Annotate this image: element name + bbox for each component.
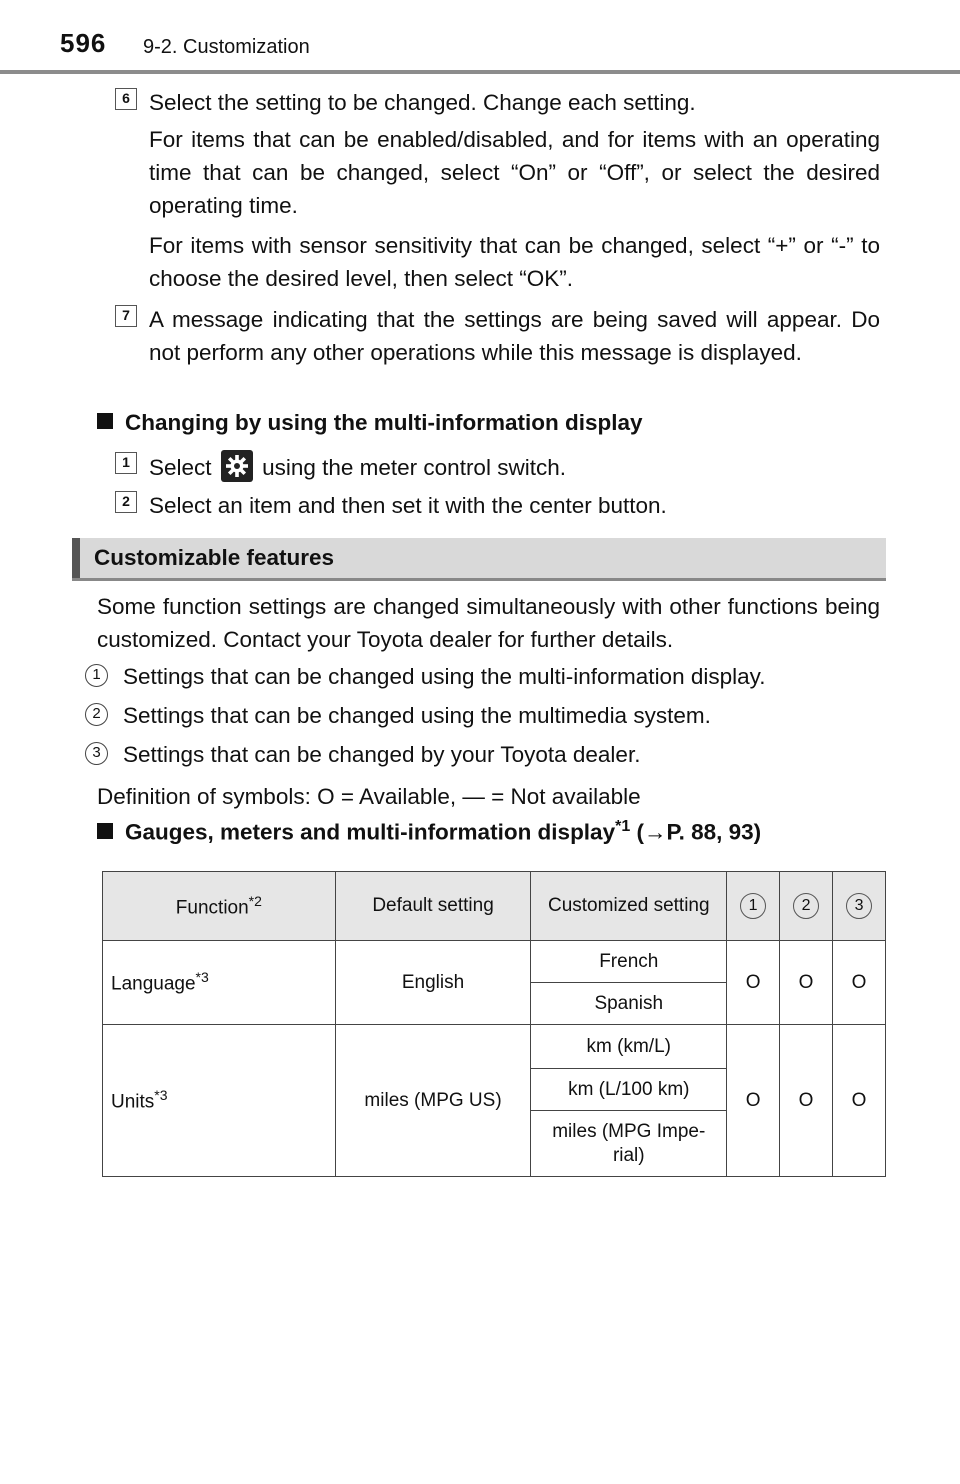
- step-6-line-1: Select the setting to be changed. Change each setting.: [149, 90, 696, 115]
- row-units-c3: O: [833, 1025, 886, 1177]
- mid-step-2-text: Select an item and then set it with the center button.: [149, 493, 667, 518]
- customizable-features-title: Customizable features: [94, 545, 335, 570]
- method-circle-3: 3: [85, 742, 108, 765]
- page-number: 596: [60, 28, 107, 58]
- row-units-c2: O: [780, 1025, 833, 1177]
- method-circle-1: 1: [85, 664, 108, 687]
- header-col-2: 2: [780, 872, 833, 941]
- row-language-c1: O: [727, 941, 780, 1025]
- row-units-default: miles (MPG US): [335, 1025, 531, 1177]
- step-6-line-3: For items with sensor sensitivity that can be changed, select “+” or “-” to choose the desired level, then select “OK”.: [149, 233, 880, 291]
- settings-table: [102, 871, 886, 1177]
- row-units-c1: O: [727, 1025, 780, 1177]
- table-row: [103, 1025, 886, 1069]
- table-row: [103, 941, 886, 983]
- page-header: [0, 0, 960, 74]
- gear-icon: [221, 450, 253, 482]
- header-divider: [0, 70, 960, 74]
- row-units-function: Units$^{*3}$: [103, 1025, 336, 1177]
- mid-heading: Changing by using the multi-information display: [97, 410, 643, 436]
- header-col-3: 3: [833, 872, 886, 941]
- row-language-c3: O: [833, 941, 886, 1025]
- bar-accent: [72, 538, 80, 580]
- method-3-text: Settings that can be changed by your Toyota dealer.: [123, 742, 641, 767]
- header-default: Default setting: [335, 872, 531, 941]
- table-header-row: [103, 872, 886, 941]
- gauges-heading: Gauges, meters and multi-information display$^{*1}$ (→P. 88, 93): [97, 818, 761, 846]
- header-col-1: 1: [727, 872, 780, 941]
- method-circle-2: 2: [85, 703, 108, 726]
- row-units-option-3: miles (MPG Impe- rial): [531, 1111, 727, 1177]
- mid-step-number-2: 2: [115, 491, 137, 513]
- row-language-function: Language$^{*3}$: [103, 941, 336, 1025]
- header-customized: Customized setting: [531, 872, 727, 941]
- row-units-option-1: km (km/L): [531, 1025, 727, 1069]
- mid-step-number-1: 1: [115, 452, 137, 474]
- features-intro: Some function settings are changed simultaneously with other functions being customized. Contact your Toyota dealer for further details.: [97, 594, 880, 652]
- row-language-option-2: Spanish: [531, 983, 727, 1025]
- header-function: Function$^{*2}$: [103, 872, 336, 941]
- step-6-line-2: For items that can be enabled/disabled, and for items with an operating time that can be changed, select “On” or “Off”, or select the desired operating time.: [149, 127, 880, 218]
- bar-underline: [72, 578, 886, 581]
- customizable-features-bar: [72, 538, 886, 580]
- step-number-6: 6: [115, 88, 137, 110]
- step-7-text: A message indicating that the settings are being saved will appear. Do not perform any other operations while this message is displayed.: [149, 307, 880, 365]
- mid-step-1-text: Select using the meter control switch.: [149, 450, 880, 484]
- section-title: 9-2. Customization: [143, 36, 310, 58]
- row-language-option-1: French: [531, 941, 727, 983]
- row-language-c2: O: [780, 941, 833, 1025]
- method-2-text: Settings that can be changed using the multimedia system.: [123, 703, 711, 728]
- square-bullet-icon: [97, 823, 113, 839]
- step-number-7: 7: [115, 305, 137, 327]
- symbols-definition: Definition of symbols: O = Available, — = Not available: [97, 784, 641, 809]
- row-units-option-2: km (L/100 km): [531, 1069, 727, 1111]
- method-1-text: Settings that can be changed using the multi-information display.: [123, 664, 766, 689]
- square-bullet-icon: [97, 413, 113, 429]
- row-language-default: English: [335, 941, 531, 1025]
